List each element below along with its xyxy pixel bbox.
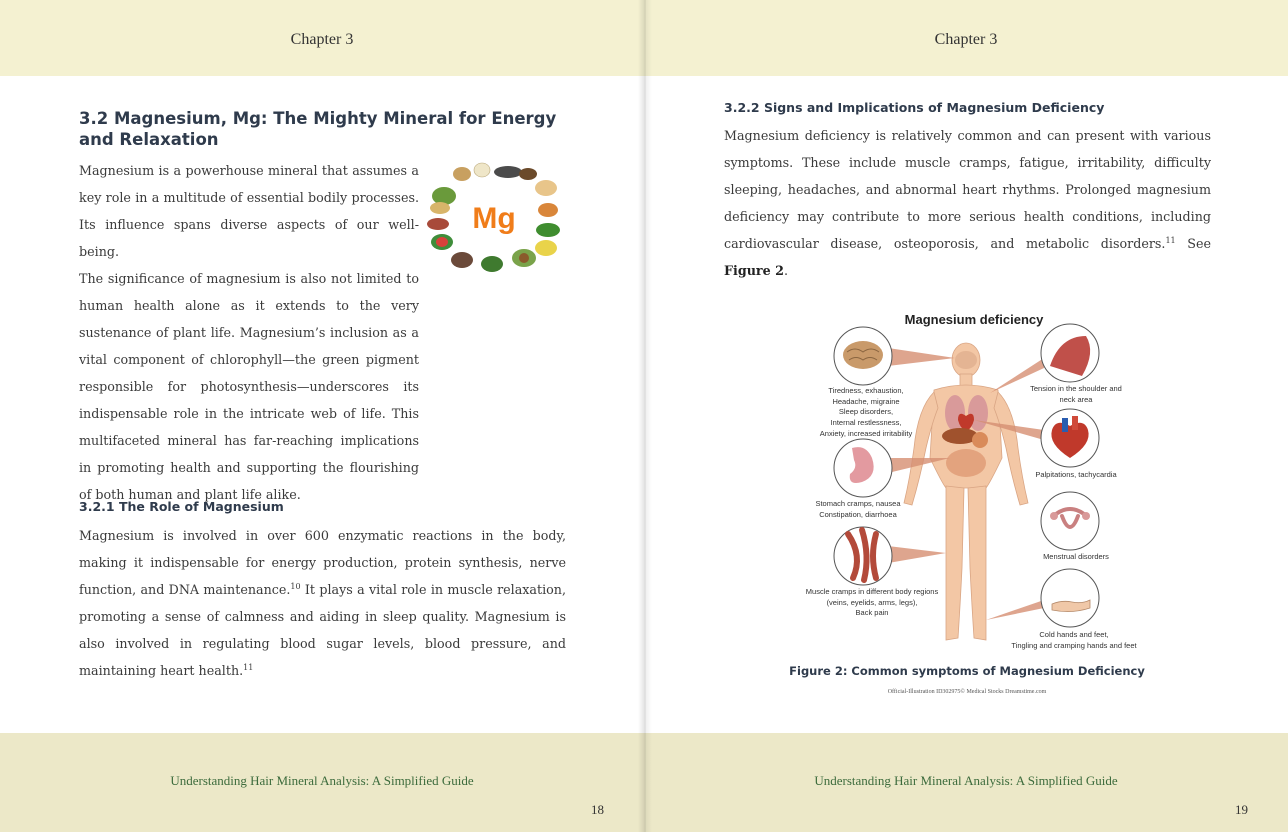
page-number: 19 bbox=[1235, 802, 1248, 817]
text-line: human health alone as it extends to the very bbox=[79, 298, 419, 313]
text-line: sleeping, headaches, and abnormal heart rhythms. Prolonged magnesium bbox=[724, 182, 1211, 197]
shoulder-inset bbox=[1041, 324, 1099, 382]
text-line: key role in a multitude of essential bodily processes. bbox=[79, 190, 419, 205]
page-header: Chapter 3 bbox=[644, 0, 1288, 76]
text-line: multifaceted mineral has far-reaching implications bbox=[79, 433, 419, 448]
feet-inset bbox=[1041, 569, 1099, 627]
magnesium-deficiency-figure bbox=[800, 308, 1148, 660]
footer-title: Understanding Hair Mineral Analysis: A Simplified Guide bbox=[814, 773, 1118, 788]
text-fragment: It plays a vital role in muscle relaxation, bbox=[300, 582, 566, 597]
brain-symptoms-label: Tiredness, exhaustion, Headache, migraine Sleep disorders, Internal restlessness, Anxiety, increased irritability bbox=[819, 386, 913, 438]
text-line bbox=[79, 576, 566, 603]
mg-symbol: Mg bbox=[472, 202, 516, 235]
uterus-symptoms-label: Menstrual disorders bbox=[1043, 552, 1109, 561]
page-header: Chapter 3 bbox=[0, 0, 644, 76]
text-line: of both human and plant life alike. bbox=[79, 487, 301, 502]
heart-symptoms-label: Palpitations, tachycardia bbox=[1035, 470, 1117, 479]
intro-paragraph bbox=[79, 157, 419, 508]
heart-inset bbox=[1041, 409, 1099, 467]
text-fragment: See bbox=[1175, 236, 1211, 251]
figure-reference[interactable]: Figure 2 bbox=[724, 263, 784, 278]
text-line bbox=[724, 257, 1211, 284]
text-fragment: maintaining heart health. bbox=[79, 663, 244, 678]
text-line: sustenance of plant life. Magnesium’s inclusion as a bbox=[79, 325, 419, 340]
text-fragment: function, and DNA maintenance. bbox=[79, 582, 291, 597]
footnote-ref[interactable]: 10 bbox=[290, 581, 301, 591]
feet-symptoms-label: Cold hands and feet, Tingling and cramping hands and feet bbox=[1011, 630, 1137, 650]
section-title: 3.2 Magnesium, Mg: The Mighty Mineral for Energy and Relaxation bbox=[79, 109, 557, 149]
text-line: Magnesium is involved in over 600 enzymatic reactions in the body, bbox=[79, 528, 566, 543]
figure-caption: Figure 2: Common symptoms of Magnesium Deficiency bbox=[789, 664, 1145, 678]
deficiency-paragraph bbox=[724, 122, 1211, 284]
text-line: deficiency may contribute to more serious health conditions, including bbox=[724, 209, 1211, 224]
brain-inset bbox=[834, 327, 892, 385]
text-fragment: . bbox=[783, 263, 788, 278]
page-footer bbox=[0, 733, 644, 832]
magnesium-foods-figure bbox=[424, 160, 569, 278]
page-footer bbox=[644, 733, 1288, 832]
uterus-inset bbox=[1041, 492, 1099, 550]
text-line: responsible for photosynthesis—underscores its bbox=[79, 379, 419, 394]
text-line bbox=[724, 230, 1211, 257]
text-line: Its influence spans diverse aspects of our well-being. bbox=[79, 217, 419, 259]
subsection-title: 3.2.2 Signs and Implications of Magnesium Deficiency bbox=[724, 100, 1105, 115]
text-line: symptoms. These include muscle cramps, fatigue, irritability, difficulty bbox=[724, 155, 1211, 170]
footnote-ref[interactable]: 11 bbox=[243, 662, 254, 672]
page-number: 18 bbox=[591, 802, 604, 817]
figure-title: Magnesium deficiency bbox=[904, 312, 1044, 327]
shoulder-symptoms-label: Tension in the shoulder and neck area bbox=[1030, 384, 1122, 404]
role-paragraph bbox=[79, 522, 566, 684]
book-gutter bbox=[638, 0, 652, 832]
text-line: in promoting health and supporting the flourishing bbox=[79, 460, 419, 475]
muscle-symptoms-label: Muscle cramps in different body regions (veins, eyelids, arms, legs), Back pain bbox=[805, 587, 939, 618]
stomach-symptoms-label: Stomach cramps, nausea Constipation, diarrhoea bbox=[815, 499, 901, 519]
text-line: indispensable role in the intricate web of life. This bbox=[79, 406, 419, 421]
text-line: also involved in regulating blood sugar levels, blood pressure, and bbox=[79, 636, 566, 651]
text-line: The significance of magnesium is also not limited to bbox=[79, 271, 419, 286]
text-line: making it indispensable for energy production, protein synthesis, nerve bbox=[79, 555, 566, 570]
text-line: Magnesium deficiency is relatively common and can present with various bbox=[724, 128, 1211, 143]
footer-title: Understanding Hair Mineral Analysis: A Simplified Guide bbox=[170, 773, 474, 788]
text-fragment: cardiovascular disease, osteoporosis, and metabolic disorders. bbox=[724, 236, 1166, 251]
text-line: Magnesium is a powerhouse mineral that assumes a bbox=[79, 163, 419, 178]
stomach-inset bbox=[834, 439, 892, 497]
text-line: vital component of chlorophyll—the green pigment bbox=[79, 352, 419, 367]
image-credit: Official-Illustration ID302975© Medical Stocks Dreamstime.com bbox=[887, 689, 1047, 695]
muscle-inset bbox=[834, 527, 892, 585]
text-line bbox=[79, 657, 566, 684]
footnote-ref[interactable]: 11 bbox=[1165, 235, 1176, 245]
text-line: promoting a sense of calmness and aiding in sleep quality. Magnesium is bbox=[79, 609, 566, 624]
subsection-title: 3.2.1 The Role of Magnesium bbox=[79, 499, 284, 514]
